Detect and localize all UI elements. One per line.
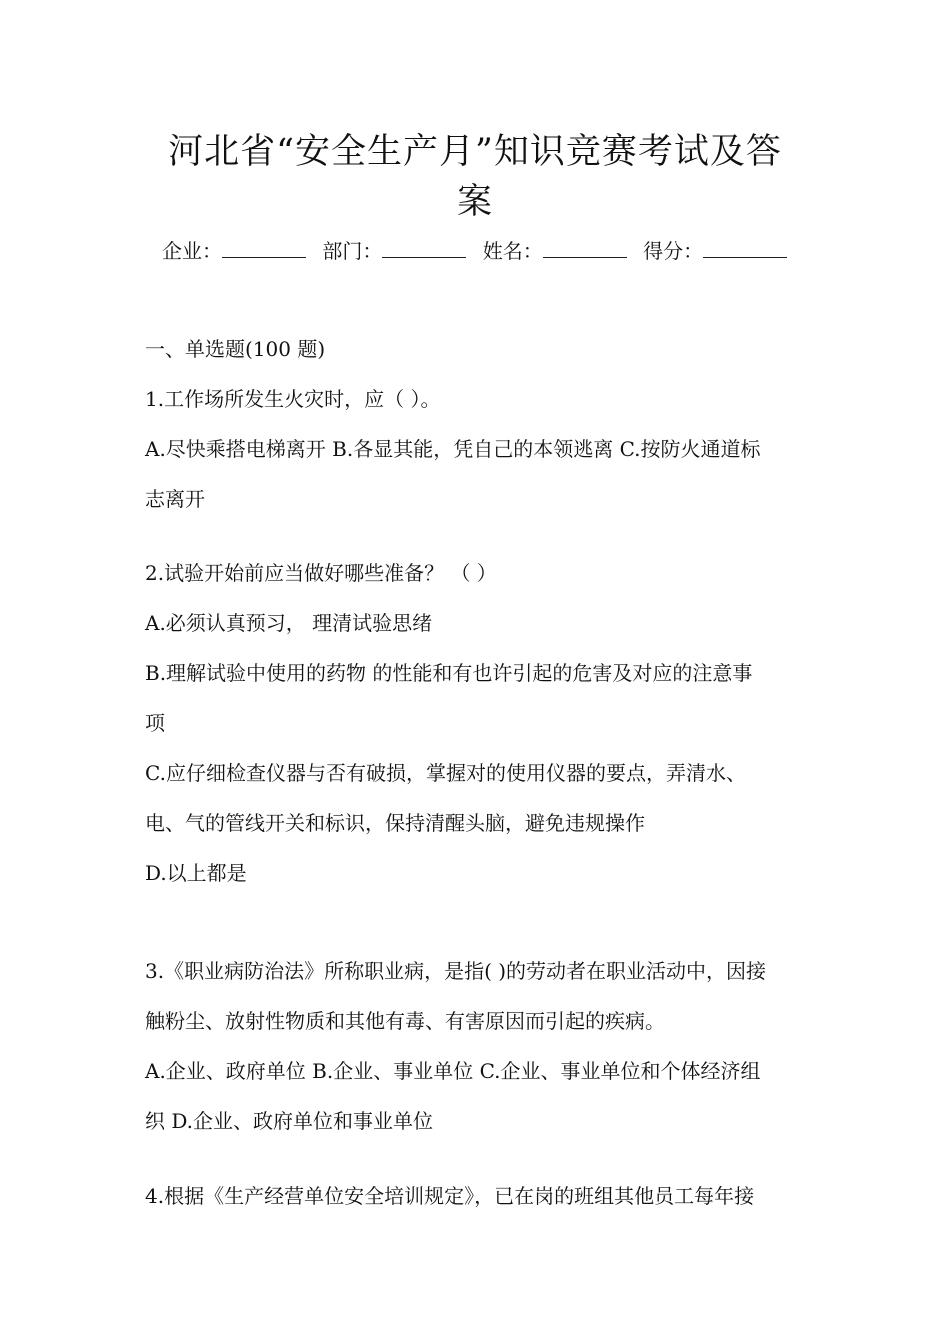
section-heading: 一、单选题(100 题) [145, 337, 326, 361]
question-2-option-b-line-2: 项 [145, 711, 165, 735]
score-label: 得分： [643, 239, 704, 263]
department-label: 部门： [322, 239, 383, 263]
question-2-stem: 2.试验开始前应当做好哪些准备？ （ ） [145, 561, 497, 585]
info-row [162, 236, 802, 266]
question-2-option-b-line-1: B.理解试验中使用的药物 的性能和有也许引起的危害及对应的注意事 [145, 661, 753, 685]
document-title-line-1: 河北省“安全生产月”知识竞赛考试及答 [168, 132, 782, 172]
question-1-options-line-2: 志离开 [145, 487, 205, 511]
company-blank [222, 239, 306, 258]
question-1-options-line-1: A.尽快乘搭电梯离开 B.各显其能，凭自己的本领逃离 C.按防火通道标 [145, 437, 761, 461]
name-label: 姓名： [482, 239, 543, 263]
question-2-option-d: D.以上都是 [145, 861, 247, 885]
department-blank [382, 239, 466, 258]
score-blank [703, 239, 787, 258]
question-3-stem-line-1: 3.《职业病防治法》所称职业病，是指( )的劳动者在职业活动中，因接 [145, 959, 767, 983]
document-title-line-2: 案 [456, 182, 493, 222]
company-label: 企业： [162, 239, 222, 263]
question-2-option-a: A.必须认真预习， 理清试验思绪 [145, 611, 433, 635]
question-2-option-c-line-2: 电、气的管线开关和标识，保持清醒头脑，避免违规操作 [145, 811, 645, 835]
question-4-stem-line-1: 4.根据《生产经营单位安全培训规定》，已在岗的班组其他员工每年接 [145, 1184, 755, 1208]
question-2-option-c-line-1: C.应仔细检查仪器与否有破损，掌握对的使用仪器的要点，弄清水、 [145, 761, 746, 785]
name-blank [543, 239, 627, 258]
question-3-options-line-2: 织 D.企业、政府单位和事业单位 [145, 1109, 434, 1133]
question-1-stem: 1.工作场所发生火灾时，应（ ）。 [145, 387, 441, 411]
question-3-options-line-1: A.企业、政府单位 B.企业、事业单位 C.企业、事业单位和个体经济组 [145, 1059, 761, 1083]
question-3-stem-line-2: 触粉尘、放射性物质和其他有毒、有害原因而引起的疾病。 [145, 1009, 665, 1033]
